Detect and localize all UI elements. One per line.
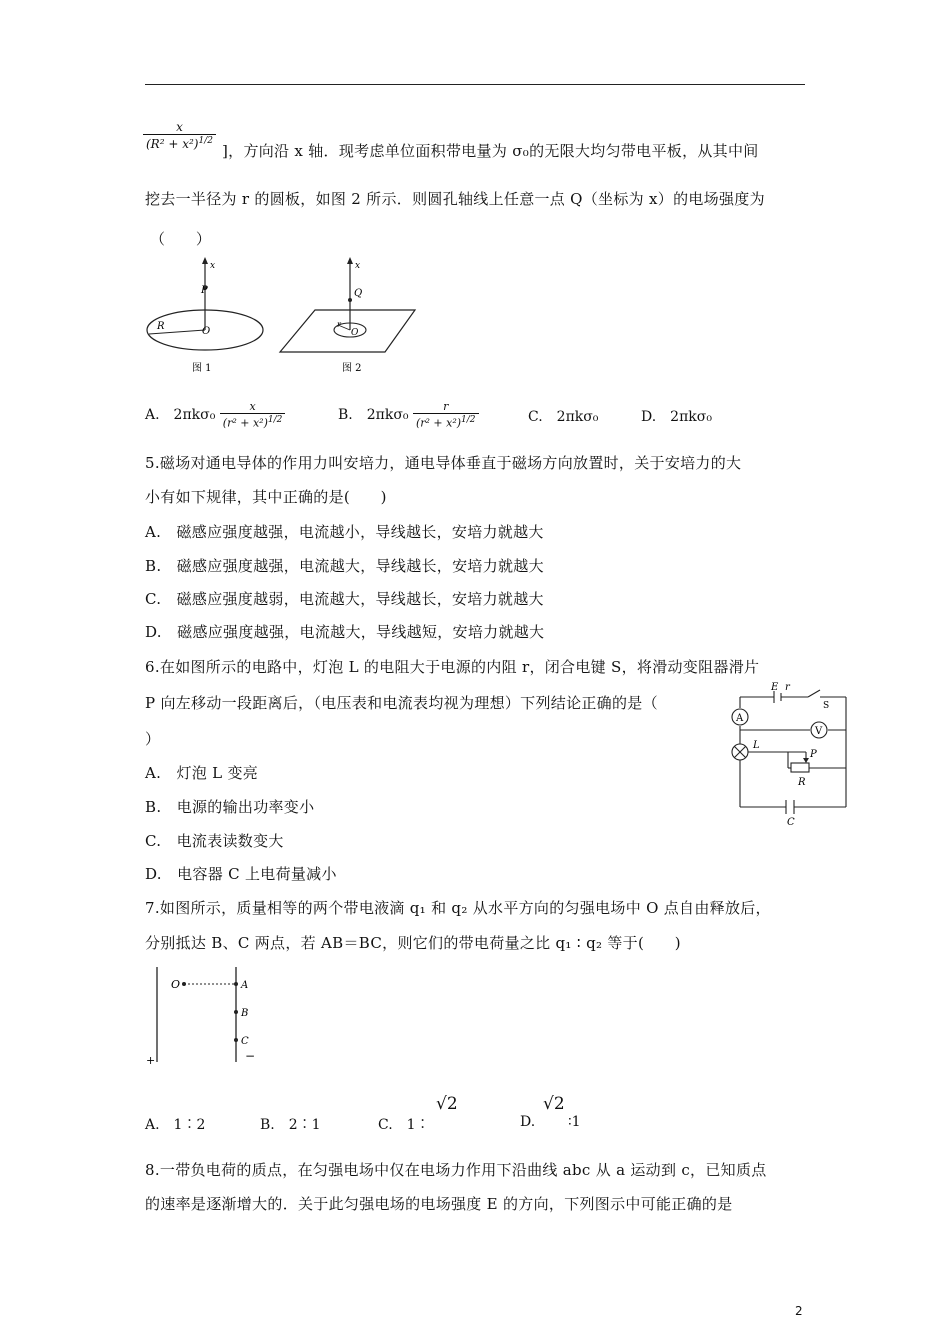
svg-text:C: C <box>241 1036 249 1047</box>
svg-text:B: B <box>241 1008 249 1019</box>
svg-text:A: A <box>241 980 249 991</box>
svg-text:R: R <box>157 321 165 332</box>
q7-option-d-ratio: ∶1 <box>568 1114 581 1130</box>
svg-text:P: P <box>201 285 208 296</box>
q5-line-2: 小有如下规律，其中正确的是( ) <box>145 488 387 506</box>
q5-line-1: 5.磁场对通电导体的作用力叫安培力，通电导体垂直于磁场方向放置时，关于安培力的大 <box>145 454 742 472</box>
q4-fraction: $\frac{x}{(R^2 + x^2)^{1/2}}$ <box>143 120 216 151</box>
page-number: 2 <box>795 1304 803 1318</box>
svg-text:−: − <box>245 1049 256 1063</box>
q8-line-2: 的速率是逐渐增大的．关于此匀强电场的电场强度 E 的方向，下列图示中可能正确的是 <box>145 1195 733 1213</box>
q7-line-1: 7.如图所示，质量相等的两个带电液滴 q₁ 和 q₂ 从水平方向的匀强电场中 O 点自由释放后， <box>145 899 771 917</box>
q7-option-d-root: √2 <box>543 1094 565 1114</box>
q5-option-b: B. 磁感应强度越强，电流越大，导线越长，安培力就越大 <box>145 557 544 575</box>
q4-line-1: ]，方向沿 x 轴．现考虑单位面积带电量为 σ₀的无限大均匀带电平板，从其中间 <box>222 142 759 160</box>
svg-text:+: + <box>146 1054 156 1067</box>
q4-line-2: 挖去一半径为 r 的圆板，如图 2 所示．则圆孔轴线上任意一点 Q（坐标为 x）的电场强度为 <box>145 190 765 208</box>
q7-option-d-label: D. <box>520 1114 536 1130</box>
svg-text:r: r <box>337 320 341 329</box>
svg-text:E: E <box>771 682 779 693</box>
svg-text:图 2: 图 2 <box>342 363 362 374</box>
q7-option-c-root: √2 <box>436 1094 458 1114</box>
q7-option-c: C. 1∶ <box>378 1117 430 1133</box>
svg-text:r: r <box>785 682 790 693</box>
q7-option-a: A. 1∶2 <box>145 1117 206 1133</box>
svg-text:O: O <box>351 328 359 338</box>
svg-text:O: O <box>171 978 181 991</box>
q6-line-3: ） <box>145 730 161 748</box>
q5-option-a: A. 磁感应强度越强，电流越小，导线越长，安培力就越大 <box>145 523 544 541</box>
q4-option-b: B. 2πkσ₀ $\frac{r}{(r^2 + x^2)^{1/2}}$ <box>338 400 479 430</box>
q4-figures <box>140 255 430 380</box>
q4-line-3: （ ） <box>150 230 212 248</box>
figure-1 <box>147 257 263 374</box>
svg-text:S: S <box>823 701 830 711</box>
q6-option-a: A. 灯泡 L 变亮 <box>145 764 259 782</box>
q6-line-2: P 向左移动一段距离后，（电压表和电流表均视为理想）下列结论正确的是（ <box>145 694 658 712</box>
svg-text:x: x <box>210 261 216 271</box>
q6-line-1: 6.在如图所示的电路中，灯泡 L 的电阻大于电源的内阻 r，闭合电键 S，将滑动变阻器滑片 <box>145 658 760 676</box>
svg-text:Q: Q <box>354 288 363 299</box>
q7-option-b: B. 2∶1 <box>260 1117 321 1133</box>
figure-2 <box>280 257 415 374</box>
circuit-diagram <box>728 682 853 827</box>
svg-text:L: L <box>753 740 760 751</box>
q6-option-d: D. 电容器 C 上电荷量减小 <box>145 865 337 883</box>
q6-option-b: B. 电源的输出功率变小 <box>145 798 315 816</box>
q7-line-2: 分别抵达 B、C 两点，若 AB＝BC，则它们的带电荷量之比 q₁ ∶ q₂ 等于( ) <box>145 934 681 952</box>
svg-text:C: C <box>787 817 795 827</box>
q8-line-1: 8.一带负电荷的质点，在匀强电场中仅在电场力作用下沿曲线 abc 从 a 运动到 c，已知质点 <box>145 1161 767 1179</box>
q4-option-a: A. 2πkσ₀ $\frac{x}{(r^2 + x^2)^{1/2}}$ <box>145 400 285 430</box>
svg-text:A: A <box>736 713 744 724</box>
svg-text:P: P <box>810 749 817 760</box>
q4-option-c: C. 2πkσ₀ <box>528 409 599 425</box>
svg-text:O: O <box>202 326 211 337</box>
q7-field-figure <box>140 962 275 1067</box>
svg-text:图 1: 图 1 <box>192 363 212 374</box>
q4-option-d: D. 2πkσ₀ <box>641 409 712 425</box>
svg-text:V: V <box>815 726 823 737</box>
q5-option-d: D. 磁感应强度越强，电流越大，导线越短，安培力就越大 <box>145 623 545 641</box>
svg-text:x: x <box>355 261 361 271</box>
q6-option-c: C. 电流表读数变大 <box>145 832 284 850</box>
q5-option-c: C. 磁感应强度越弱，电流越大，导线越长，安培力就越大 <box>145 590 544 608</box>
svg-text:R: R <box>798 777 806 788</box>
header-rule <box>145 84 805 85</box>
